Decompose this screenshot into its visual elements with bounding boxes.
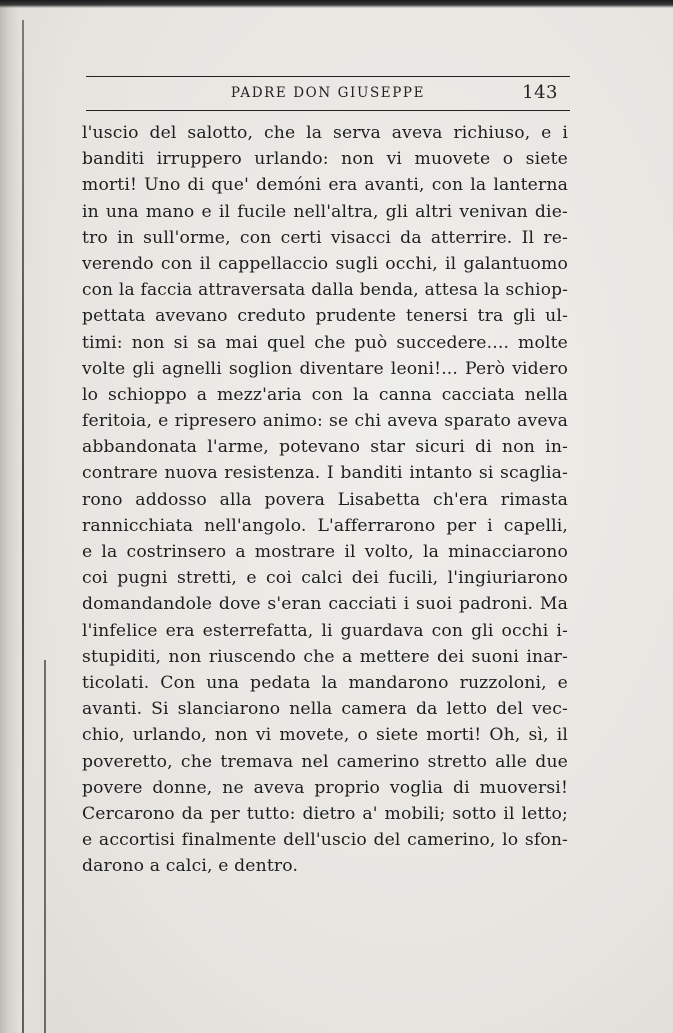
text-line: banditi irruppero urlando: non vi muovete o siete <box>82 149 568 170</box>
text-line: rannicchiata nell'angolo. L'afferrarono per i capelli, <box>82 515 568 536</box>
text-line: ticolati. Con una pedata la mandarono ruzzoloni, e <box>82 672 568 693</box>
text-line: morti! Uno di que' demóni era avanti, con la lanterna <box>82 175 568 196</box>
text-line: lo schioppo a mezz'aria con la canna cacciata nella <box>82 384 568 405</box>
text-line: verendo con il cappellaccio sugli occhi, il galantuomo <box>82 253 568 274</box>
binding-edge-line <box>22 20 24 1033</box>
text-line: tro in sull'orme, con certi visacci da atterrire. Il re- <box>82 227 568 248</box>
text-line: in una mano e il fucile nell'altra, gli altri venivan die- <box>82 201 568 222</box>
page-top-edge <box>0 0 673 8</box>
text-line: timi: non si sa mai quel che può succedere.... molte <box>82 332 568 353</box>
text-line: chio, urlando, non vi movete, o siete morti! Oh, sì, il <box>82 725 568 746</box>
running-head <box>86 82 570 106</box>
page-number: 143 <box>522 82 558 103</box>
text-line: coi pugni stretti, e coi calci dei fucili, l'ingiuriarono <box>82 568 568 589</box>
header-rule-bottom <box>86 110 570 111</box>
text-line: abbandonata l'arme, potevano star sicuri di non in- <box>82 437 568 458</box>
text-line: contrare nuova resistenza. I banditi intanto si scaglia- <box>82 463 568 484</box>
header-rule-top <box>86 76 570 77</box>
text-line: stupiditi, non riuscendo che a mettere dei suoni inar- <box>82 646 568 667</box>
text-line: Cercarono da per tutto: dietro a' mobili; sotto il letto; <box>82 803 568 824</box>
text-line: avanti. Si slanciarono nella camera da letto del vec- <box>82 699 568 720</box>
text-line: con la faccia attraversata dalla benda, attesa la schiop- <box>82 280 568 301</box>
running-title: PADRE DON GIUSEPPE <box>230 85 426 101</box>
text-line: povere donne, ne aveva proprio voglia di muoversi! <box>82 777 568 798</box>
text-line: e la costrinsero a mostrare il volto, la minacciarono <box>82 542 568 562</box>
text-line: l'infelice era esterrefatta, li guardava con gli occhi i- <box>82 620 568 641</box>
binding-edge-line-inner <box>44 660 46 1033</box>
text-line: l'uscio del salotto, che la serva aveva richiuso, e i <box>82 123 568 143</box>
text-line: volte gli agnelli soglion diventare leoni!... Però videro <box>82 358 568 379</box>
book-spine-shadow <box>0 0 60 1033</box>
text-line-last: darono a calci, e dentro. <box>82 856 299 877</box>
text-line: rono addosso alla povera Lisabetta ch'era rimasta <box>82 489 568 510</box>
text-line: poveretto, che tremava nel camerino stretto alle due <box>82 751 568 772</box>
text-line: feritoia, e ripresero animo: se chi aveva sparato aveva <box>82 411 568 432</box>
body-text <box>82 120 568 879</box>
text-line: e accortisi finalmente dell'uscio del camerino, lo sfon- <box>82 830 568 851</box>
text-line: pettata avevano creduto prudente tenersi tra gli ul- <box>82 306 568 327</box>
text-line: domandandole dove s'eran cacciati i suoi padroni. Ma <box>82 594 568 615</box>
